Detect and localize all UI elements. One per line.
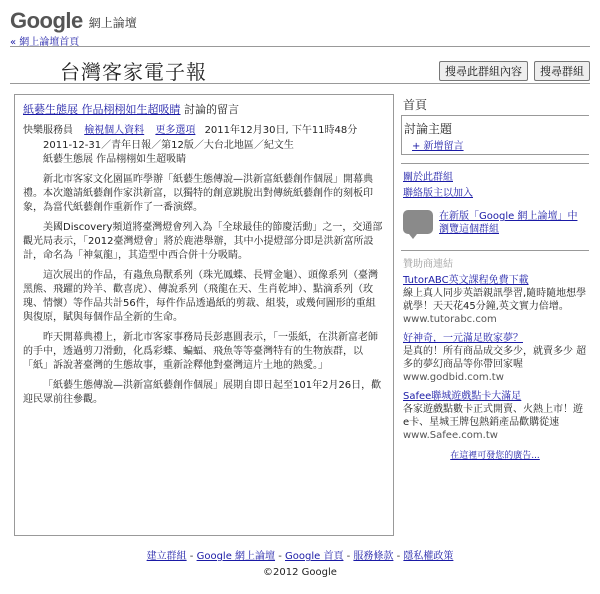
post-author: 快樂服務員 xyxy=(23,125,73,136)
dateline-text: 2011-12-31／青年日報／第12版／大台北地區／紀文生 xyxy=(43,140,294,151)
post-meta xyxy=(23,121,385,136)
footer-separator: - xyxy=(186,551,197,562)
footer-privacy-link[interactable]: 隱私權政策 xyxy=(403,551,454,562)
post-dateline xyxy=(23,139,385,167)
ad-url[interactable]: www.godbid.com.tw xyxy=(403,372,504,383)
google-logo[interactable]: Google xyxy=(10,8,83,33)
footer-separator: - xyxy=(343,551,354,562)
footer-terms-link[interactable]: 服務條款 xyxy=(353,551,394,562)
view-profile-link[interactable]: 檢視個人資料 xyxy=(84,125,145,136)
about-group-link[interactable]: 關於此群組 xyxy=(403,172,453,183)
new-post-link[interactable]: + 新增留言 xyxy=(412,141,464,152)
post-datetime: 2011年12月30日, 下午11時48分 xyxy=(204,125,358,136)
footer-google-groups-link[interactable]: Google 網上論壇 xyxy=(196,551,276,562)
ad-url[interactable]: www.Safee.com.tw xyxy=(403,430,498,441)
ad-item xyxy=(403,274,587,326)
post-paragraph: 新北市客家文化園區昨學辦「紙藝生態傳說—洪新富紙藝創作個展」開幕典禮。本次邀請紙藝創作家洪新富，以獨特的創意跳脫出對傳統紙藝創作的刻板印象，為當代紙藝創作重新作了一番演繹。 xyxy=(23,174,373,213)
ad-text: 各家遊戲點數卡正式開賣、火熱上市！遊e卡、星城王牌包熱銷產品歡購從速 xyxy=(403,404,583,428)
post-paragraph: 美國Discovery頻道將臺灣燈會列入為「全球最佳的節慶活動」之一，交通部觀光局表示，「2012臺灣燈會」將於鹿港舉辦，其中小提燈部分即是洪新富所設計，命名為「神氣龍」，其造型中西合併十分吸睛。 xyxy=(23,222,383,261)
group-links xyxy=(401,163,589,242)
contact-owner-link[interactable]: 聯絡版主以加入 xyxy=(403,188,473,199)
sidebar-home[interactable]: 首頁 xyxy=(403,98,428,112)
groups-label: 網上論壇 xyxy=(88,16,137,30)
search-buttons xyxy=(439,61,590,81)
sidebar-topics xyxy=(401,115,589,155)
article-headline: 紙藝生態展 作品栩栩如生超吸睛 xyxy=(43,154,187,165)
ad-item xyxy=(403,332,587,384)
ad-item xyxy=(403,390,587,442)
ad-text: 線上真人同步英語親訊學習,隨時隨地想學就學！天天花45分鐘,英文實力倍增。 xyxy=(403,288,587,312)
ad-text: 是真的！所有商品成交多少，就賣多少 超多的夢幻商品等你帶回家喔 xyxy=(403,346,587,370)
group-divider xyxy=(10,83,590,84)
sponsored-links xyxy=(401,250,589,465)
copyright: ©2012 Google xyxy=(263,567,337,578)
ad-title-link[interactable]: Safee聯城遊戲點卡大滿足 xyxy=(403,391,522,402)
back-to-groups-home-link[interactable]: « 網上論壇首頁 xyxy=(10,37,80,48)
post-panel xyxy=(14,94,394,536)
search-groups-button[interactable]: 搜尋群組 xyxy=(534,61,590,81)
sidebar xyxy=(401,94,589,465)
search-this-group-button[interactable]: 搜尋此群組內容 xyxy=(439,61,528,81)
new-groups-promo xyxy=(403,210,587,236)
chat-bubble-icon xyxy=(403,210,433,234)
ad-title-link[interactable]: 好神奇，一元滿足敗家夢？ xyxy=(403,333,523,344)
footer-separator: - xyxy=(393,551,404,562)
footer-create-group-link[interactable]: 建立群組 xyxy=(146,551,187,562)
topics-heading[interactable]: 討論主題 xyxy=(404,122,453,136)
topic-title-suffix: 討論的留言 xyxy=(184,103,239,116)
topic-title-link[interactable]: 紙藝生態展 作品栩栩如生超吸睛 xyxy=(23,103,181,116)
header-divider xyxy=(10,46,590,47)
footer-google-home-link[interactable]: Google 首頁 xyxy=(285,551,344,562)
header xyxy=(10,6,137,32)
post-paragraph: 「紙藝生態傳說—洪新富紙藝創作個展」展期自即日起至101年2月26日，歡迎民眾前往參觀。 xyxy=(23,380,382,405)
footer-links xyxy=(0,547,600,562)
new-groups-promo-link[interactable]: 在新版「Google 網上論壇」中瀏覽這個群組 xyxy=(439,211,578,235)
post-paragraph: 這次展出的作品，有蟲魚鳥獸系列（珠光鳳蝶、長臂金龜）、頭像系列（臺灣黑熊、飛躍的羚羊、歡喜虎）、傳說系列（飛龍在天、生肖乾坤）、點滴系列（玫瑰、情懷）等作品共計56件，每件作品透過紙的剪裁、組裝，或幾何圖形的重組與復原，賦與每個作品全新的生命。 xyxy=(23,270,378,323)
post-paragraph: 昨天開幕典禮上，新北市客家事務局長彭惠圓表示，「一張紙，在洪新富老師的手中，透過剪刀滑動，化爲彩蝶、蝙蝠、飛魚等等臺灣特有的生物族群，以「紙」訴說著臺灣的生態故事，重新詮釋他對臺灣這片土地的熱愛。」 xyxy=(23,332,378,371)
footer-separator: - xyxy=(275,551,285,562)
post-title xyxy=(23,101,385,117)
group-name: 台灣客家電子報 xyxy=(60,60,207,84)
ad-url[interactable]: www.tutorabc.com xyxy=(403,314,497,325)
more-options-link[interactable]: 更多選項 xyxy=(155,125,196,136)
ads-heading: 贊助商連結 xyxy=(403,259,453,270)
advertise-here-link[interactable]: 在這裡可發您的廣告... xyxy=(450,451,540,461)
ad-title-link[interactable]: TutorABC英文課程免費下載 xyxy=(403,275,529,286)
post-body xyxy=(23,139,385,407)
